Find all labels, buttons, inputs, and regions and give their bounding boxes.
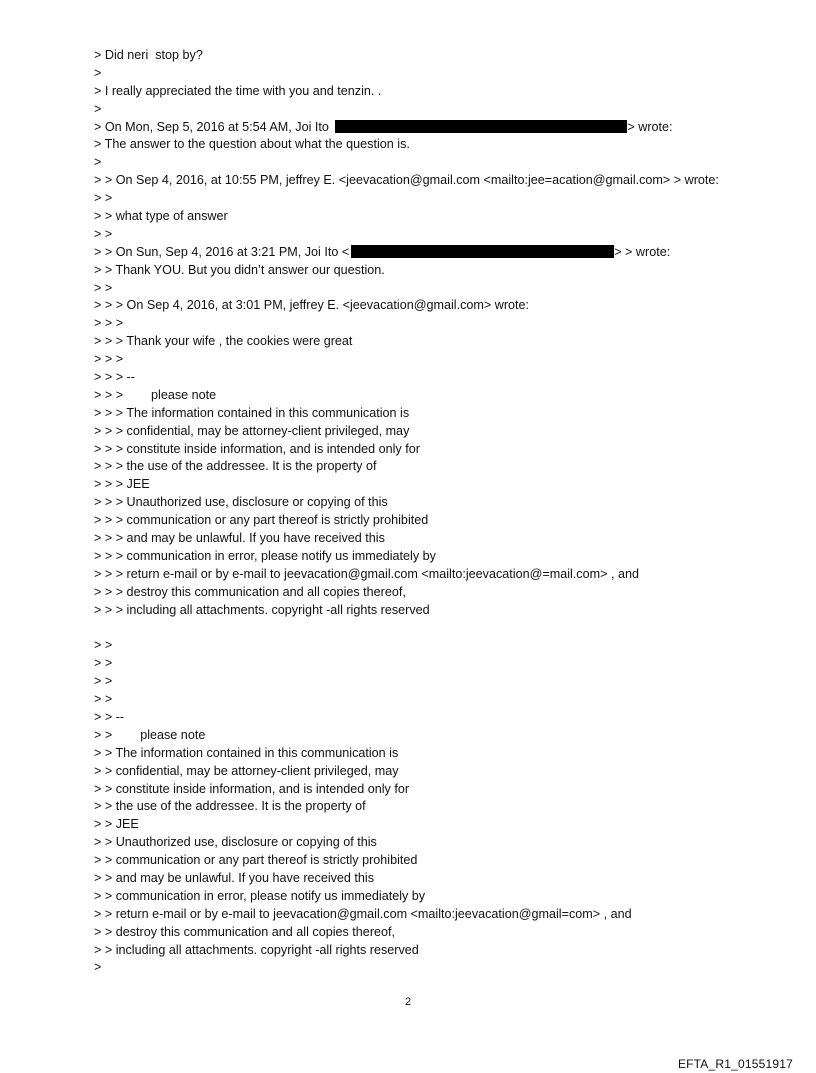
email-line: > > > (94, 352, 124, 367)
email-line: > > > destroy this communication and all copies thereof, (94, 584, 406, 599)
email-line: > > including all attachments. copyright -all rights reserved (94, 942, 419, 957)
email-line: > > > JEE (94, 477, 150, 492)
document-id: EFTA_R1_01551917 (677, 1057, 793, 1071)
email-line: > > On Sep 4, 2016, at 10:55 PM, jeffrey E. <jeevacation@gmail.com <mailto:jee=acation@gmail.com> > wrote: (94, 173, 719, 188)
email-line: > > > The information contained in this communication is (94, 405, 410, 420)
email-line: > > > constitute inside information, and is intended only for (94, 441, 420, 456)
email-line: > > (94, 656, 113, 671)
email-line: > > the use of the addressee. It is the property of (94, 799, 366, 814)
redaction-box (351, 245, 614, 258)
email-line: > > > -- (94, 370, 135, 385)
email-line: > > > communication or any part thereof is strictly prohibited (94, 513, 429, 528)
email-line-joi-reply-header (94, 244, 719, 262)
email-line: > > Thank YOU. But you didn’t answer our question. (94, 262, 385, 277)
email-line: > (94, 101, 102, 116)
email-line: > > JEE (94, 817, 139, 832)
email-line-joi-reply-header (94, 119, 719, 137)
email-line: > > (94, 226, 113, 241)
email-body (94, 47, 719, 977)
email-line: > > > Unauthorized use, disclosure or copying of this (94, 495, 388, 510)
email-line: > > destroy this communication and all copies thereof, (94, 924, 396, 939)
line-text: > wrote: (627, 119, 673, 134)
email-line: > > confidential, may be attorney-client privileged, may (94, 763, 399, 778)
email-line: > > (94, 692, 113, 707)
email-line: > > (94, 191, 113, 206)
email-line: > > (94, 638, 113, 653)
email-line: > > The information contained in this communication is (94, 745, 399, 760)
email-line: > > communication or any part thereof is strictly prohibited (94, 853, 418, 868)
email-line: > > what type of answer (94, 209, 228, 224)
email-line: > > > On Sep 4, 2016, at 3:01 PM, jeffrey E. <jeevacation@gmail.com> wrote: (94, 298, 530, 313)
email-line: > > > please note (94, 387, 217, 402)
email-line: > > > confidential, may be attorney-client privileged, may (94, 423, 410, 438)
email-line: > (94, 960, 102, 975)
email-line: > > > (94, 316, 124, 331)
email-line: > > communication in error, please notify us immediately by (94, 888, 426, 903)
email-line: > > > communication in error, please notify us immediately by (94, 548, 436, 563)
email-line: > > (94, 280, 113, 295)
email-line: > > and may be unlawful. If you have received this (94, 870, 375, 885)
email-line: > (94, 155, 102, 170)
email-line: > > > and may be unlawful. If you have received this (94, 531, 385, 546)
email-line: > > return e-mail or by e-mail to jeevacation@gmail.com <mailto:jeevacation@gmail=com> , and (94, 906, 632, 921)
page-number: 2 (404, 996, 412, 1008)
email-line: > (94, 65, 102, 80)
email-line: > > Unauthorized use, disclosure or copying of this (94, 835, 377, 850)
blank-gap (94, 620, 719, 638)
email-line: > Did neri stop by? (94, 48, 203, 62)
email-line: > > > the use of the addressee. It is the property of (94, 459, 377, 474)
email-line: > > > including all attachments. copyright -all rights reserved (94, 602, 430, 617)
line-text: > > On Sun, Sep 4, 2016 at 3:21 PM, Joi Ito < (94, 244, 350, 259)
email-line: > > (94, 674, 113, 689)
line-text: > > wrote: (614, 244, 671, 259)
email-line: > > please note (94, 727, 206, 742)
email-line: > > constitute inside information, and is intended only for (94, 781, 410, 796)
email-line: > > -- (94, 709, 125, 724)
redaction-box (335, 120, 627, 133)
line-text: > On Mon, Sep 5, 2016 at 5:54 AM, Joi Ito (94, 119, 333, 134)
email-line: > > > Thank your wife , the cookies were great (94, 334, 353, 349)
email-line: > The answer to the question about what the question is. (94, 137, 410, 152)
email-line: > I really appreciated the time with you and tenzin. . (94, 83, 382, 98)
email-line: > > > return e-mail or by e-mail to jeevacation@gmail.com <mailto:jeevacation@=mail.com> , and (94, 566, 639, 581)
